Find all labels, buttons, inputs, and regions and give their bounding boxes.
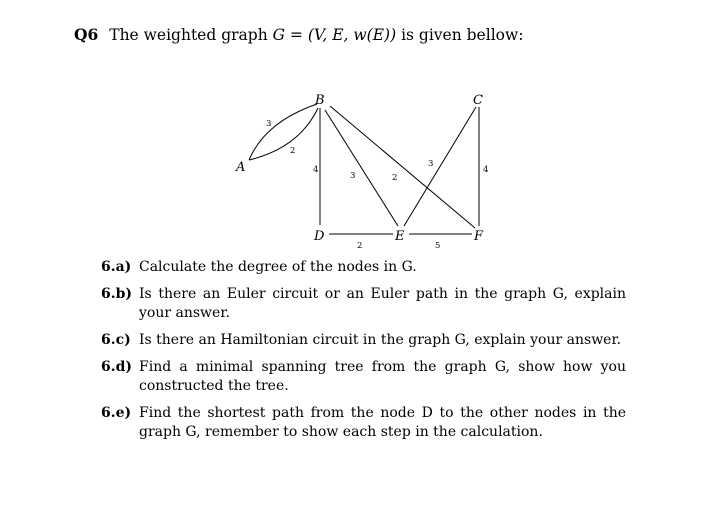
part-text-6a: Calculate the degree of the nodes in G. xyxy=(139,259,417,275)
node-c-label: C xyxy=(473,93,483,108)
question-number: Q6 xyxy=(74,25,99,44)
part-label-6a: 6.a) xyxy=(101,259,132,275)
edge-b-e xyxy=(325,110,398,226)
part-text-6c: Is there an Hamiltonian circuit in the graph G, explain your answer. xyxy=(139,332,622,348)
part-label-6d: 6.d) xyxy=(101,359,133,375)
question-text-prefix: The weighted graph xyxy=(109,26,268,44)
edge-a-b-inner xyxy=(249,108,318,160)
question-part-6d xyxy=(101,358,626,396)
edge-a-b-outer xyxy=(249,104,317,160)
node-a-label: A xyxy=(236,160,246,175)
part-text-6d: Find a minimal spanning tree from the graph G, show how you constructed the tree. xyxy=(139,359,626,394)
weight-e-f: 5 xyxy=(435,241,441,251)
weight-c-f: 4 xyxy=(483,165,489,175)
graph-formula: G = (V, E, w(E)) xyxy=(272,26,397,44)
weight-b-d: 4 xyxy=(313,165,319,175)
question-part-6b xyxy=(101,285,626,323)
part-label-6e: 6.e) xyxy=(101,405,132,421)
edge-b-f xyxy=(330,106,475,228)
weight-d-e: 2 xyxy=(357,241,363,251)
weight-a-b-inner: 2 xyxy=(290,146,296,156)
question-part-6e xyxy=(101,404,626,442)
weight-b-e: 3 xyxy=(350,171,356,181)
question-part-6c xyxy=(101,331,626,350)
node-b-label: B xyxy=(315,93,325,108)
part-label-6c: 6.c) xyxy=(101,332,131,348)
graph-nodes xyxy=(235,93,484,244)
question-part-6a xyxy=(101,258,626,277)
weight-b-f: 2 xyxy=(392,173,398,183)
edge-c-e xyxy=(404,107,476,226)
node-d-label: D xyxy=(314,229,325,244)
part-text-6b: Is there an Euler circuit or an Euler path in the graph G, explain your answer. xyxy=(139,286,626,321)
question-text-suffix: is given bellow: xyxy=(401,26,524,44)
weight-a-b-outer: 3 xyxy=(266,119,272,129)
node-f-label: F xyxy=(474,229,484,244)
part-label-6b: 6.b) xyxy=(101,286,133,302)
question-parts-list xyxy=(101,258,626,450)
part-text-6e: Find the shortest path from the node D to the other nodes in the graph G, remember to show each step in the calculation. xyxy=(139,405,626,440)
graph-edges xyxy=(249,104,479,234)
weight-c-e: 3 xyxy=(428,159,434,169)
node-e-label: E xyxy=(395,229,405,244)
graph-edge-weights xyxy=(266,119,488,251)
